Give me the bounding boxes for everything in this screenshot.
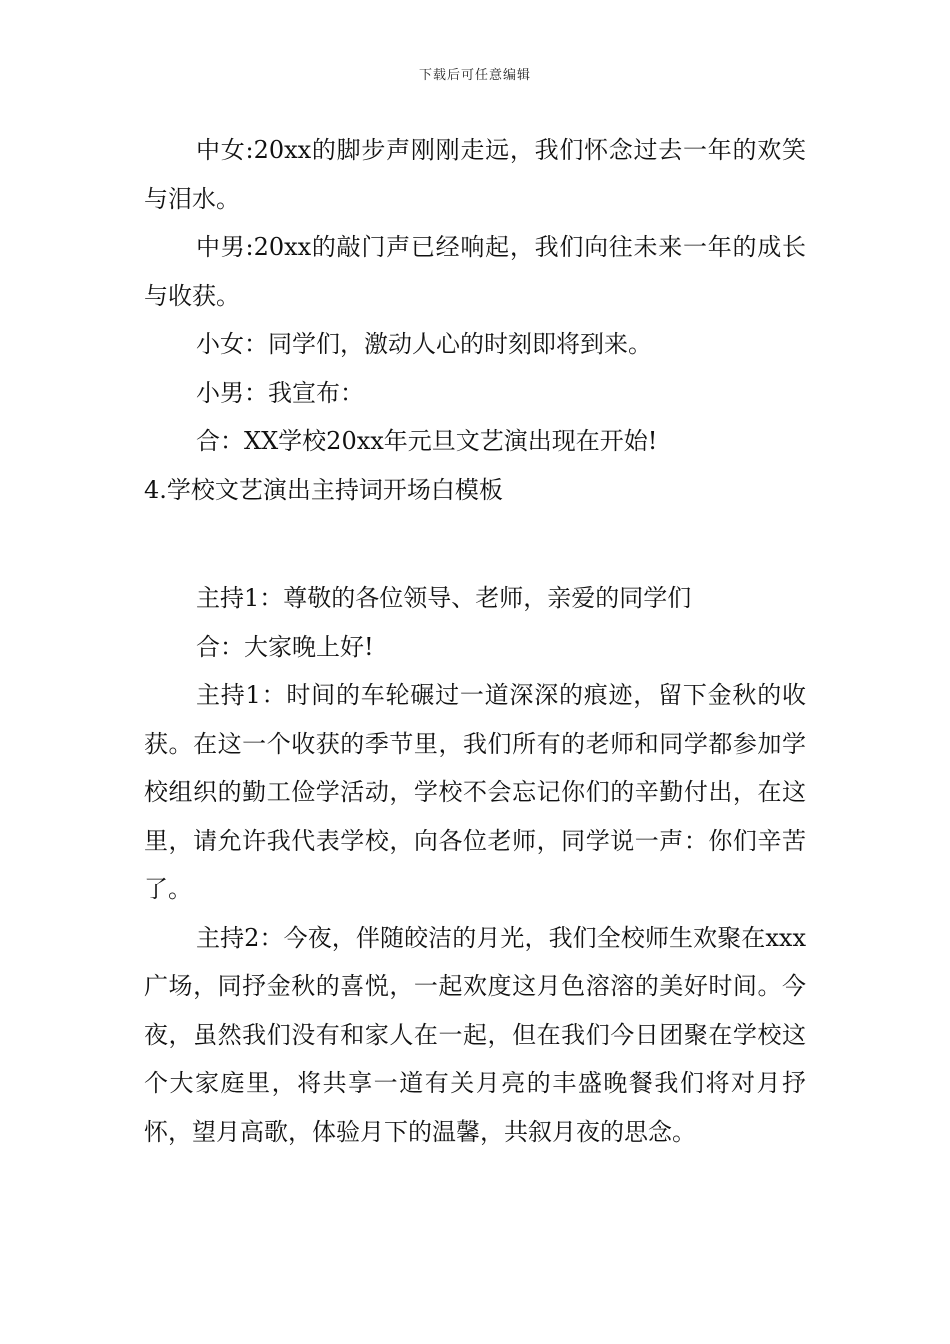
- paragraph-little-male: 小男：我宣布：: [196, 378, 364, 407]
- paragraph-host2-speech: 主持2：今夜，伴随皎洁的月光，我们全校师生欢聚在xxx广场，同抒金秋的喜悦，一起欢度这月色溶溶的美好时间。今夜，虽然我们没有和家人在一起，但在我们今日团聚在学校这个大家庭里，将共享一道有关月亮的丰盛晚餐我们将对月抒怀，望月高歌，体验月下的温馨，共叙月夜的思念。: [144, 923, 806, 1146]
- blank-line: [144, 514, 806, 574]
- section-heading: 4.学校文艺演出主持词开场白模板: [144, 475, 503, 504]
- paragraph-male-host-1: 中男:20xx的敲门声已经响起，我们向往未来一年的成长与收获。: [144, 233, 806, 310]
- page-header-note: 下载后可任意编辑: [418, 68, 531, 83]
- paragraph-together-announce: 合：XX学校20xx年元旦文艺演出现在开始!: [196, 427, 658, 455]
- paragraph-together-greeting: 合：大家晚上好!: [196, 632, 374, 661]
- paragraph-host1-greeting: 主持1：尊敬的各位领导、老师，亲爱的同学们: [196, 584, 692, 612]
- paragraph-female-host-1: 中女:20xx的脚步声刚刚走远，我们怀念过去一年的欢笑与泪水。: [144, 136, 806, 213]
- document-body: [144, 126, 806, 1156]
- paragraph-host1-speech: 主持1：时间的车轮碾过一道深深的痕迹，留下金秋的收获。在这一个收获的季节里，我们所有的老师和同学都参加学校组织的勤工俭学活动，学校不会忘记你们的辛勤付出，在这里，请允许我代表学校，向各位老师，同学说一声：你们辛苦了。: [144, 681, 806, 903]
- paragraph-little-female: 小女：同学们，激动人心的时刻即将到来。: [196, 330, 652, 358]
